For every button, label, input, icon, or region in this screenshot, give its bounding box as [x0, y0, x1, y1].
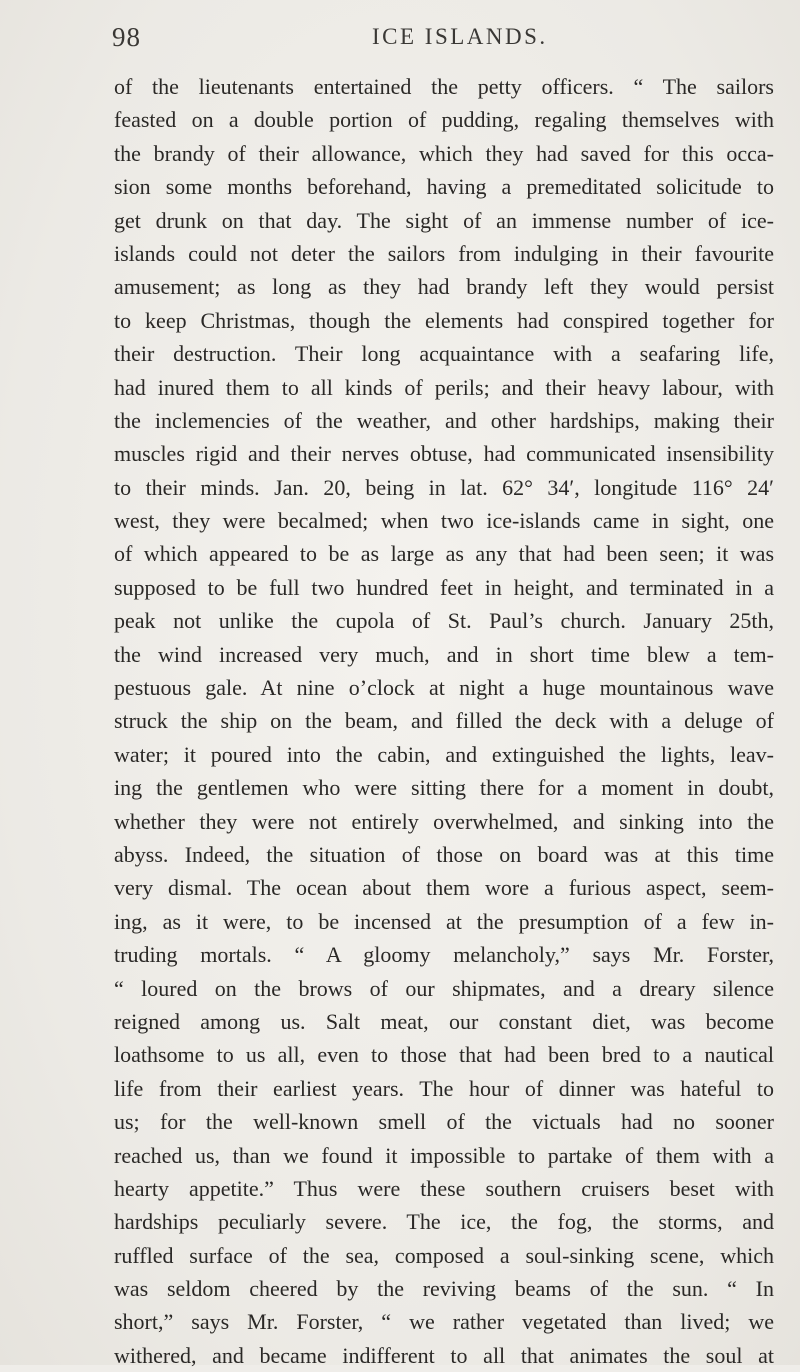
text-line: feasted on a double portion of pudding, regaling themselves with: [114, 107, 774, 133]
text-line: ing, as it were, to be incensed at the presumption of a few in-: [114, 908, 774, 934]
text-line: the brandy of their allowance, which they had saved for this occa-: [114, 140, 774, 166]
text-line: whether they were not entirely overwhelmed, and sinking into the: [114, 808, 774, 834]
text-line: to keep Christmas, though the elements had conspired together for: [114, 307, 774, 333]
text-line: peak not unlike the cupola of St. Paul’s church. January 25th,: [114, 608, 774, 634]
text-line: ruffled surface of the sea, composed a soul-sinking scene, which: [114, 1242, 774, 1268]
text-line: withered, and became indifferent to all that animates the soul at: [114, 1342, 774, 1368]
text-line: muscles rigid and their nerves obtuse, had communicated insensibility: [114, 441, 774, 467]
text-line: water; it poured into the cabin, and extinguished the lights, leav-: [114, 741, 774, 767]
text-line: truding mortals. “ A gloomy melancholy,” says Mr. Forster,: [114, 942, 774, 968]
text-line: reigned among us. Salt meat, our constant diet, was become: [114, 1008, 774, 1034]
text-line: very dismal. The ocean about them wore a furious aspect, seem-: [114, 875, 774, 901]
text-line: loathsome to us all, even to those that had been bred to a nautical: [114, 1042, 774, 1068]
text-line: of which appeared to be as large as any that had been seen; it was: [114, 541, 774, 567]
text-line: sion some months beforehand, having a premeditated solicitude to: [114, 174, 774, 200]
text-line: reached us, than we found it impossible to partake of them with a: [114, 1142, 774, 1168]
text-line: their destruction. Their long acquaintance with a seafaring life,: [114, 341, 774, 367]
text-line: short,” says Mr. Forster, “ we rather vegetated than lived; we: [114, 1309, 774, 1335]
text-line: pestuous gale. At nine o’clock at night a huge mountainous wave: [114, 675, 774, 701]
body-text: [114, 70, 774, 1372]
text-line: west, they were becalmed; when two ice-islands came in sight, one: [114, 508, 774, 534]
text-line: struck the ship on the beam, and filled the deck with a deluge of: [114, 708, 774, 734]
text-line: islands could not deter the sailors from indulging in their favourite: [114, 240, 774, 266]
text-line: us; for the well-known smell of the victuals had no sooner: [114, 1109, 774, 1135]
page-header: [0, 22, 800, 62]
text-line: of the lieutenants entertained the petty officers. “ The sailors: [114, 74, 774, 99]
text-line: supposed to be full two hundred feet in height, and terminated in a: [114, 574, 774, 600]
text-line: the inclemencies of the weather, and other hardships, making their: [114, 407, 774, 433]
text-line: ing the gentlemen who were sitting there for a moment in doubt,: [114, 775, 774, 801]
text-line: amusement; as long as they had brandy left they would persist: [114, 274, 774, 300]
page-number: 98: [112, 22, 141, 52]
text-line: was seldom cheered by the reviving beams of the sun. “ In: [114, 1276, 774, 1302]
text-line: “ loured on the brows of our shipmates, and a dreary silence: [114, 975, 774, 1001]
text-line: to their minds. Jan. 20, being in lat. 62° 34′, longitude 116° 24′: [114, 474, 774, 500]
text-line: life from their earliest years. The hour of dinner was hateful to: [114, 1075, 774, 1101]
text-line: abyss. Indeed, the situation of those on board was at this time: [114, 841, 774, 867]
running-head: ICE ISLANDS.: [372, 24, 548, 49]
text-line: hardships peculiarly severe. The ice, the fog, the storms, and: [114, 1209, 774, 1235]
text-line: hearty appetite.” Thus were these southern cruisers beset with: [114, 1175, 774, 1201]
text-line: get drunk on that day. The sight of an immense number of ice-: [114, 207, 774, 233]
text-line: had inured them to all kinds of perils; and their heavy labour, with: [114, 374, 774, 400]
text-line: the wind increased very much, and in short time blew a tem-: [114, 641, 774, 667]
